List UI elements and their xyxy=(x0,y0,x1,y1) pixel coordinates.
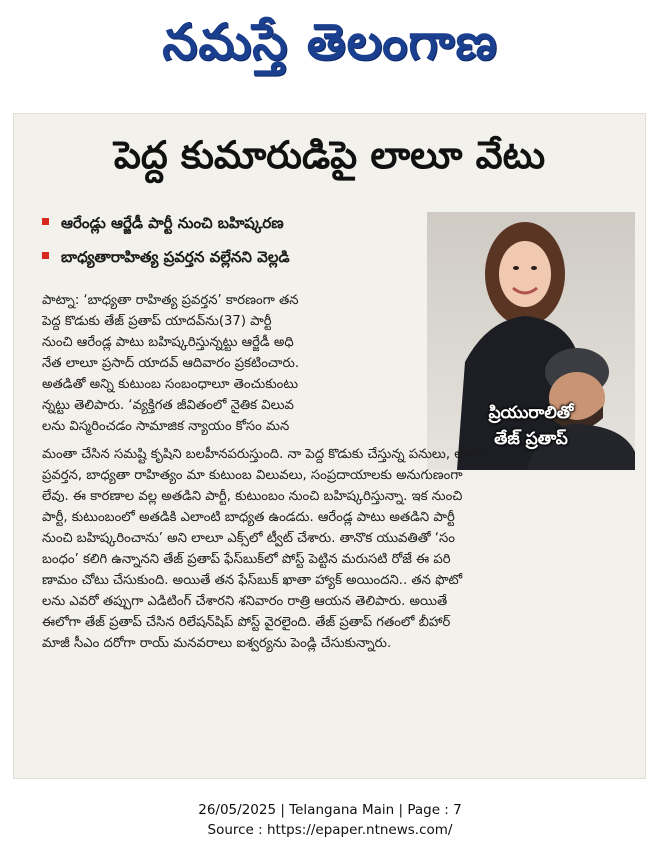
body-line: నుంచి బహిష్కరించాను’ అని లాలూ ఎక్స్‌లో ట్వీట్ చేశారు. తానొక యువతితో ‘సం xyxy=(42,531,455,546)
body-line: మాజీ సీఎం దరోగా రాయ్ మనవరాలు ఐశ్వర్యను పెండ్లి చేసుకున్నారు. xyxy=(42,636,392,651)
article-photo xyxy=(427,212,635,470)
body-line: ణామం చోటు చేసుకుంది. అయితే తన ఫేస్‌బుక్ ఖాతా హ్యాక్ అయిందని.. తన ఫొటో xyxy=(42,573,463,588)
body-line: లేవు. ఈ కారణాల వల్ల అతడిని పార్టీ, కుటుంబం నుంచి బహిష్కరిస్తున్నా. ఇక నుంచి xyxy=(42,489,463,504)
edition-info: 26/05/2025 | Telangana Main | Page : 7 xyxy=(198,802,462,818)
newspaper-masthead: నమస్తే తెలంగాణ xyxy=(162,13,498,71)
bullet-square-icon xyxy=(42,252,49,259)
bullet-point xyxy=(42,248,290,270)
body-line: నుంచి ఆరేండ్ల పాటు బహిష్కరిస్తున్నట్టు ఆర్జేడీ అధి xyxy=(42,335,294,350)
bullet-point xyxy=(42,214,284,236)
body-line: లను విస్మరించడం సామాజిక న్యాయం కోసం మన xyxy=(42,419,290,434)
page-footer xyxy=(0,800,660,840)
body-line: లను ఎవరో తప్పుగా ఎడిటింగ్ చేశారని శనివారం రాత్రి ఆయన తెలిపారు. అయితే xyxy=(42,594,448,609)
body-line: మంతా చేసిన సమష్టి కృషిని బలహీనపరుస్తుంది. నా పెద్ద కొడుకు చేస్తున్న పనులు, అతడి xyxy=(42,447,485,462)
caption-line: తేజ్ ప్రతాప్ xyxy=(494,429,568,449)
body-line: న్నట్టు తెలిపారు. ‘వ్యక్తిగత జీవితంలో నైతిక విలువ xyxy=(42,398,294,413)
body-line: బంధం’ కలిగి ఉన్నానని తేజ్ ప్రతాప్ ఫేస్‌బుక్‌లో పోస్ట్ పెట్టిన మరుసటి రోజే ఈ పరి xyxy=(42,552,451,567)
body-line: ప్రవర్తన, బాధ్యతా రాహిత్యం మా కుటుంబ విలువలు, సంప్రదాయాలకు అనుగుణంగా xyxy=(42,468,463,483)
body-line: అతడితో అన్ని కుటుంబ సంబంధాలూ తెంచుకుంటు xyxy=(42,377,299,392)
body-line: ఈలోగా తేజ్ ప్రతాప్ చేసిన రిలేషన్‌షిప్ పోస్ట్ వైరలైంది. తేజ్ ప్రతాప్ గతంలో బీహార్ xyxy=(42,615,451,630)
body-line: నేత లాలూ ప్రసాద్ యాదవ్ ఆదివారం ప్రకటించారు. xyxy=(42,356,300,371)
body-line: పార్టీ, కుటుంబంలో అతడికి ఎలాంటి బాధ్యత ఉండదు. ఆరేండ్ల పాటు అతడిని పార్టీ xyxy=(42,510,455,525)
bullet-square-icon xyxy=(42,218,49,225)
bullet-text: బాధ్యతారాహిత్య ప్రవర్తన వల్లేనని వెల్లడి xyxy=(61,248,290,266)
article-headline: పెద్ద కుమారుడిపై లాలూ వేటు xyxy=(113,133,546,177)
source-info: Source : https://epaper.ntnews.com/ xyxy=(207,822,453,838)
article-clipping xyxy=(14,114,645,778)
caption-line: ప్రియురాలితో xyxy=(488,403,574,423)
body-line: పాట్నా: ‘బాధ్యతా రాహిత్య ప్రవర్తన’ కారణంగా తన xyxy=(42,293,299,308)
bullet-text: ఆరేండ్లు ఆర్జేడీ పార్టీ నుంచి బహిష్కరణ xyxy=(61,214,284,232)
body-line: పెద్ద కొడుకు తేజ్ ప్రతాప్ యాదవ్‌ను(37) పార్టీ xyxy=(42,314,272,329)
